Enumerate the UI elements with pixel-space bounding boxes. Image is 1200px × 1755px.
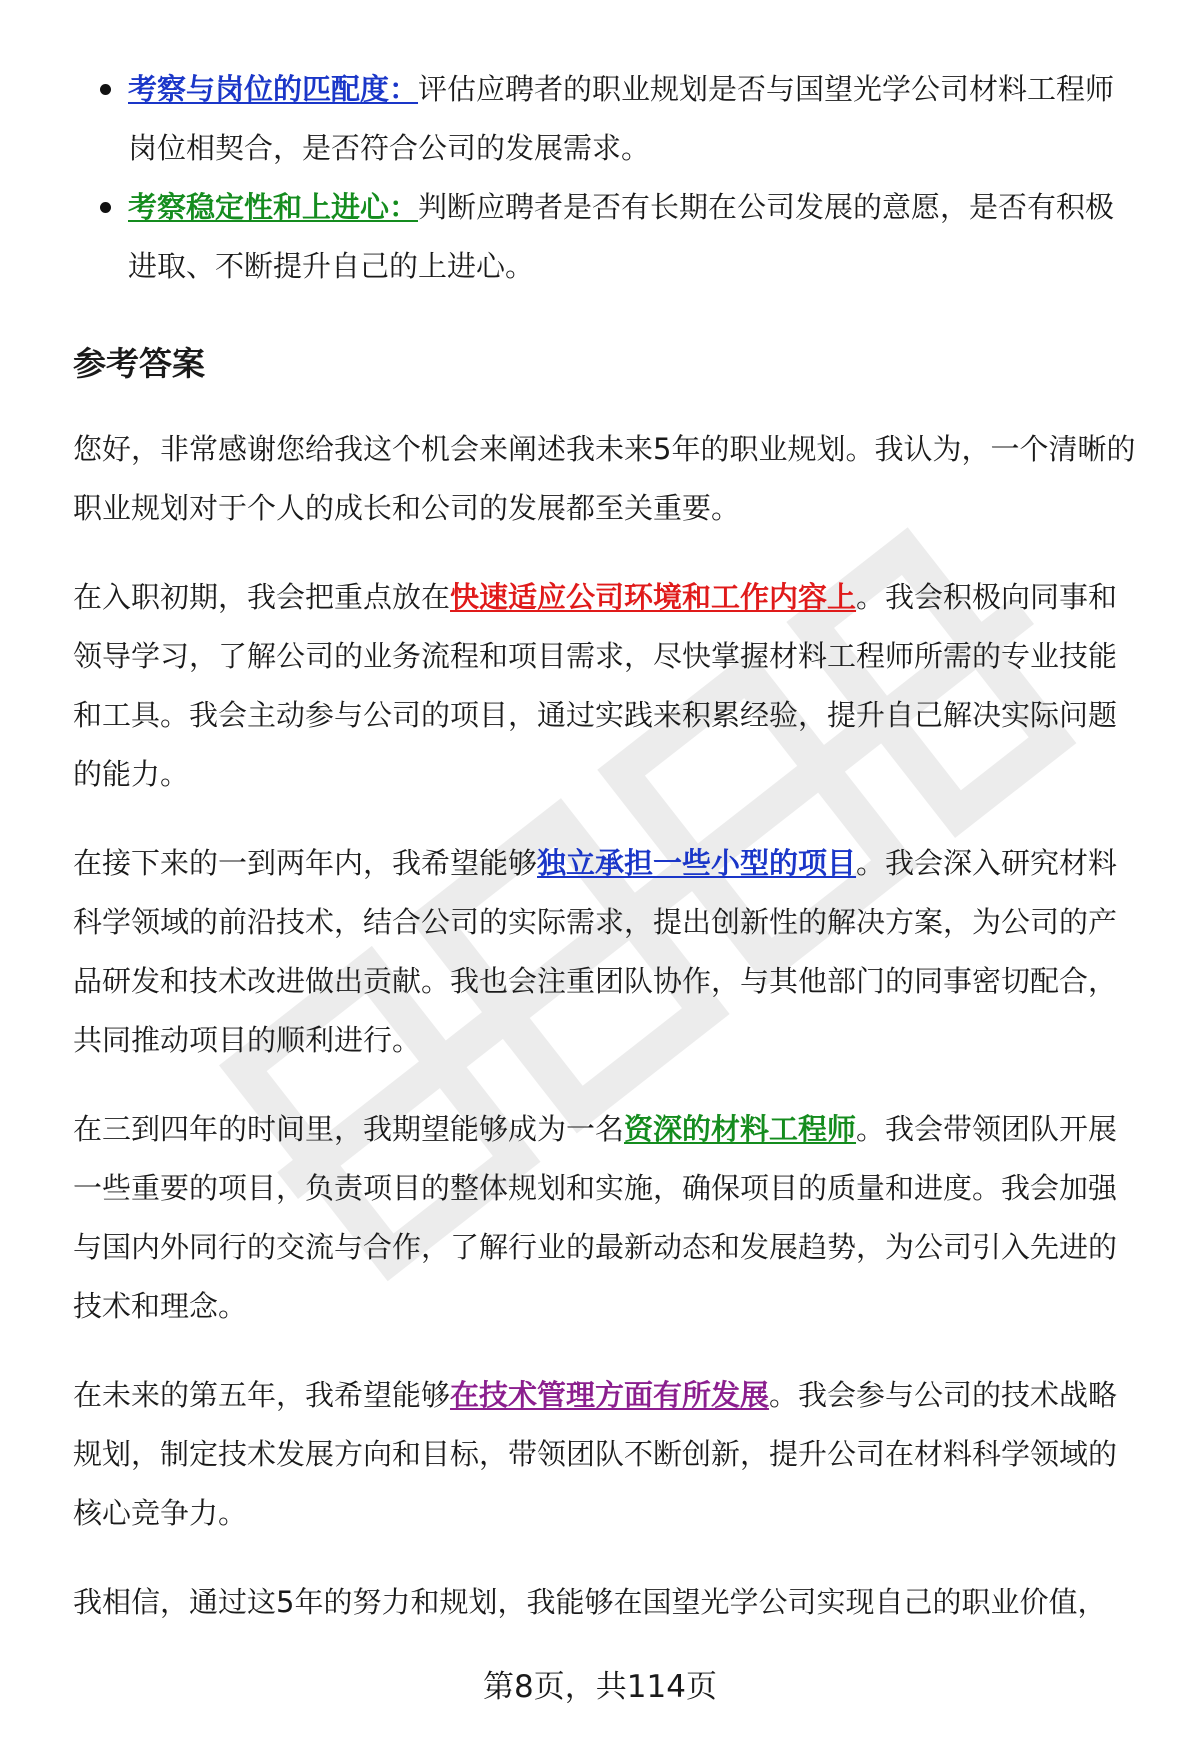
paragraph-text: 。我会参与公司的技术战略规划，制定技术发展方向和目标，带领团队不断创新，提升公司在材料科学领域的核心竞争力。 <box>73 1378 1118 1530</box>
bullet-keyword: 考察与岗位的匹配度： <box>128 72 419 106</box>
bullet-keyword: 考察稳定性和上进心： <box>128 190 419 224</box>
paragraph-stage-2 <box>73 834 1143 1070</box>
document-content <box>73 60 1143 1662</box>
paragraph-stage-4 <box>73 1366 1143 1543</box>
highlight-keyword: 快速适应公司环境和工作内容上 <box>450 580 857 614</box>
paragraph-stage-3 <box>73 1100 1143 1336</box>
list-item <box>73 60 1143 178</box>
paragraph-text: 。我会带领团队开展一些重要的项目，负责项目的整体规划和实施，确保项目的质量和进度。我会加强与国内外同行的交流与合作，了解行业的最新动态和发展趋势，为公司引入先进的技术和理念。 <box>73 1112 1118 1323</box>
paragraph-intro <box>73 420 1143 538</box>
paragraph-text: 我相信，通过这5年的努力和规划，我能够在国望光学公司实现自己的职业价值， <box>73 1585 1107 1619</box>
paragraph-text: 。我会积极向同事和领导学习，了解公司的业务流程和项目需求，尽快掌握材料工程师所需的专业技能和工具。我会主动参与公司的项目，通过实践来积累经验，提升自己解决实际问题的能力。 <box>73 580 1118 791</box>
section-title: 参考答案 <box>73 344 205 383</box>
paragraph-text: 。我会深入研究材料科学领域的前沿技术，结合公司的实际需求，提出创新性的解决方案，为公司的产品研发和技术改进做出贡献。我也会注重团队协作，与其他部门的同事密切配合，共同推动项目的顺利进行。 <box>73 846 1118 1057</box>
bullet-dot-icon <box>100 84 111 95</box>
highlight-keyword: 独立承担一些小型的项目 <box>537 846 857 880</box>
evaluation-points-list <box>73 60 1143 296</box>
paragraph-conclusion <box>73 1573 1143 1632</box>
bullet-dot-icon <box>100 202 111 213</box>
page-number-footer: 第8页，共114页 <box>483 1669 717 1705</box>
highlight-keyword: 资深的材料工程师 <box>624 1112 857 1146</box>
paragraph-text: 在入职初期，我会把重点放在 <box>73 580 451 614</box>
paragraph-text: 在未来的第五年，我希望能够 <box>73 1378 451 1412</box>
paragraph-stage-1 <box>73 568 1143 804</box>
paragraph-text: 在接下来的一到两年内，我希望能够 <box>73 846 538 880</box>
highlight-keyword: 在技术管理方面有所发展 <box>450 1378 770 1412</box>
bullet-text: 判断应聘者是否有长期在公司发展的意愿，是否有积极进取、不断提升自己的上进心。 <box>128 190 1115 283</box>
list-item <box>73 178 1143 296</box>
paragraph-text: 在三到四年的时间里，我期望能够成为一名 <box>73 1112 625 1146</box>
paragraph-text: 您好，非常感谢您给我这个机会来阐述我未来5年的职业规划。我认为，一个清晰的职业规划对于个人的成长和公司的发展都至关重要。 <box>73 432 1136 525</box>
bullet-text: 评估应聘者的职业规划是否与国望光学公司材料工程师岗位相契合，是否符合公司的发展需求。 <box>128 72 1115 165</box>
